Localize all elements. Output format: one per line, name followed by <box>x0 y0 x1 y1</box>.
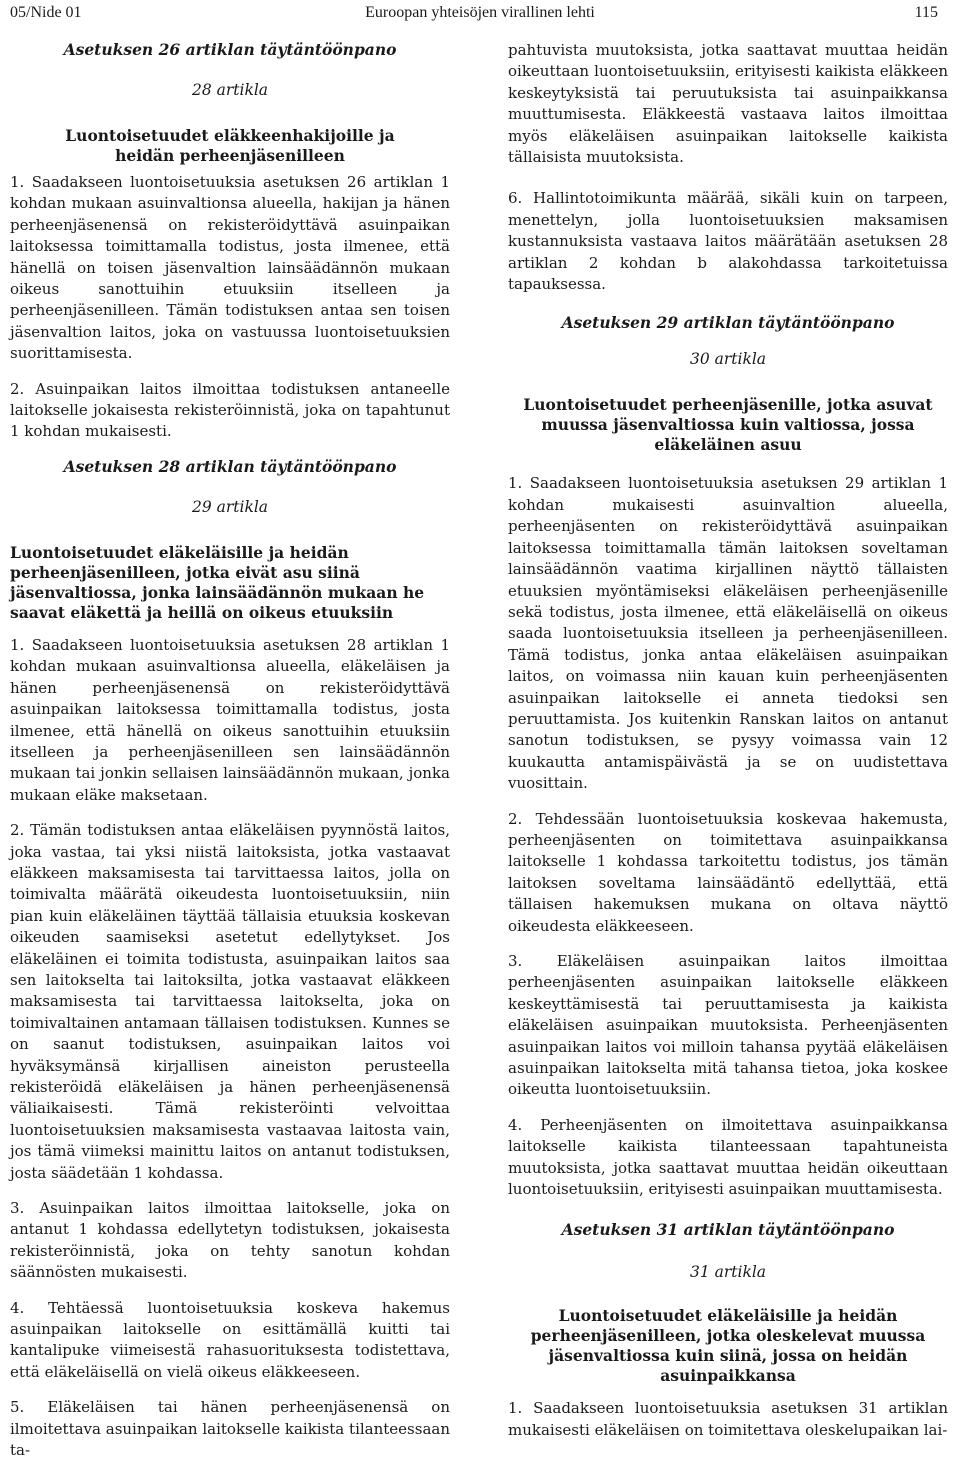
paragraph: 5. Eläkeläisen tai hänen perheenjäsenensä on ilmoitettava asuinpaikan laitokselle kaikista tilanteessaan ta- <box>10 1398 450 1460</box>
section-title: Asetuksen 26 artiklan täytäntöönpano <box>63 40 397 59</box>
paragraph: 4. Perheenjäsenten on ilmoitettava asuinpaikkansa laitokselle kaikista tilanteessaan tapahtuneista muutoksista, jotka saattavat muuttaa heidän oikeuttaan luontoisetuuksiin, erityisesti asuinpaikan muuttamisesta. <box>508 1115 948 1199</box>
article-heading: Luontoisetuudet eläkeläisille ja heidän perheenjäsenilleen, jotka eivät asu siinä jäsenvaltiossa, jonka lainsäädännön mukaan he saavat eläkettä ja heillä on oikeus etuuksiin <box>10 542 425 622</box>
article-number: 31 artikla <box>689 1263 767 1282</box>
section-title: Asetuksen 29 artiklan täytäntöönpano <box>561 313 895 333</box>
paragraph: 2. Asuinpaikan laitos ilmoittaa todistuksen antaneelle laitokselle jokaisesta rekisteröinnistä, joka on tapahtunut 1 kohdan mukaisesti. <box>10 379 450 441</box>
page-number: 115 <box>914 4 938 21</box>
paragraph: 2. Tämän todistuksen antaa eläkeläisen pyynnöstä laitos, joka vastaa, tai yksi niistä laitoksista, jotka vastaavat eläkkeen maksamisesta tai tarvittaessa laitos, jolla on toimivalta määrätä oikeudesta luontoisetuuksiin, niin pian kuin eläkeläinen täyttää tällaisia etuuksia koskevan oikeuden saamiseksi asetetut edellytykset. Jos eläkeläinen ei toimita todistusta, asuinpaikan laitos saa sen laitokselta tai laitoksilta, jotka vastaavat eläkkeen maksamisesta tai tarvittaessa laitokselta, joka on toimivaltainen antamaan tällaisen todistuksen. Kunnes se on saanut todistuksen, asuinpaikan laitos voi hyväksymänsä kirjallisen aineiston perusteella rekisteröidä eläkeläisen ja hänen perheenjäsenensä väliaikaisesti. Tämä rekisteröinti velvoittaa luontoisetuuksien maksamisesta vastaavaa laitosta vain, jos tämä viimeksi mainittu laitos on antanut todistuksen, josta säädetään 1 kohdassa. <box>10 821 450 1182</box>
right-column <box>508 40 948 1441</box>
article-number: 28 artikla <box>191 81 269 99</box>
article-heading: Luontoisetuudet eläkkeenhakijoille ja heidän perheenjäsenilleen <box>65 126 395 165</box>
article-number: 30 artikla <box>689 350 767 369</box>
paragraph: 6. Hallintotoimikunta määrää, sikäli kuin on tarpeen, menettelyn, jolla luontoisetuuksien maksamisen kustannuksista vastaava laitos määrätään asetuksen 28 artiklan 2 kohdan b alakohdassa tarkoitetuissa tapauksessa. <box>508 189 948 294</box>
section-title: Asetuksen 31 artiklan täytäntöönpano <box>561 1220 895 1240</box>
volume-number: 05/Nide 01 <box>10 4 82 21</box>
journal-title: Euroopan yhteisöjen virallinen lehti <box>365 4 595 21</box>
paragraph: 1. Saadakseen luontoisetuuksia asetuksen 26 artiklan 1 kohdan mukaan asuinvaltionsa alueella, hakijan ja hänen perheenjäsenensä on rekisteröidyttävä asuinpaikan laitoksessa toimittamalla todistus, josta ilmenee, että hänellä on toisen jäsenvaltion lainsäädännön mukaan oikeus sanottuihin etuuksiin itselleen ja perheenjäsenilleen. Tämän todistuksen antaa sen toisen jäsenvaltion laitos, joka on vastuussa luontoisetuuksien suorittamisesta. <box>10 173 450 363</box>
article-heading: Luontoisetuudet perheenjäsenille, jotka asuvat muussa jäsenvaltiossa kuin valtiossa, jossa eläkeläinen asuu <box>523 395 933 455</box>
paragraph: 1. Saadakseen luontoisetuuksia asetuksen 31 artiklan mukaisesti eläkeläisen on toimitettava oleskelupaikan lai- <box>508 1399 948 1439</box>
paragraph: 2. Tehdessään luontoisetuuksia koskevaa hakemusta, perheenjäsenten on toimitettava asuinpaikkansa laitokselle 1 kohdassa tarkoitettu todistus, jos tämän laitoksen soveltama lainsäädäntö edellyttää, että tällaisen hakemuksen mukana on oltava näyttö oikeudesta eläkkeeseen. <box>508 809 948 935</box>
paragraph: 3. Asuinpaikan laitos ilmoittaa laitokselle, joka on antanut 1 kohdassa edellytetyn todistuksen, jokaisesta rekisteröinnistä, joka on tehty sanotun kohdan säännösten mukaisesti. <box>10 1199 450 1282</box>
article-number: 29 artikla <box>191 497 269 516</box>
paragraph: 4. Tehtäessä luontoisetuuksia koskeva hakemus asuinpaikan laitokselle on esittämällä kuitti tai kantalipuke viimeisestä rahasuorituksesta todistettava, että eläkeläisellä on vielä oikeus eläkkeeseen. <box>10 1298 450 1381</box>
left-column <box>10 40 450 1462</box>
page-header <box>0 0 960 32</box>
paragraph: 3. Eläkeläisen asuinpaikan laitos ilmoittaa perheenjäsenten asuinpaikan laitokselle eläkkeen keskeyttämisestä tai peruuttamisesta ja kaikista eläkeläisen asuinpaikan muutoksista. Perheenjäsenten asuinpaikan laitos voi milloin tahansa pyytää eläkeläisen asuinpaikan laitokselta mitä tahansa tietoa, joka koskee oikeutta luontoisetuuksiin. <box>508 952 948 1099</box>
paragraph: 1. Saadakseen luontoisetuuksia asetuksen 29 artiklan 1 kohdan mukaisesti asuinvaltion alueella, perheenjäsenten on rekisteröidyttävä asuinpaikan laitoksessa toimittamalla tämän laitoksen soveltaman lainsäädännön vaatima kirjallinen näyttö tällaisten etuuksien myöntämiseksi eläkeläisen perheenjäsenille sekä todistus, josta ilmenee, että eläkeläisellä on oikeus saada luontoisetuuksia itselleen ja perheenjäsenilleen. Tämä todistus, jonka antaa eläkeläisen asuinpaikan laitos, on voimassa niin kauan kuin perheenjäsenten asuinpaikan laitokselle ei anneta tiedoksi sen peruuttamista. Jos kuitenkin Ranskan laitos on antanut sanotun todistuksen, se pysyy voimassa vain 12 kuukautta antamispäivästä ja se on uudistettava vuosittain. <box>508 474 948 793</box>
section-title: Asetuksen 28 artiklan täytäntöönpano <box>63 456 397 476</box>
article-heading: Luontoisetuudet eläkeläisille ja heidän perheenjäsenilleen, jotka oleskelevat muussa jäsenvaltiossa kuin siinä, jossa on heidän asuinpaikkansa <box>530 1306 926 1386</box>
paragraph: 1. Saadakseen luontoisetuuksia asetuksen 28 artiklan 1 kohdan mukaan asuinvaltionsa alueella, eläkeläisen ja hänen perheenjäsenensä on rekisteröidyttävä asuinpaikan laitoksessa toimittamalla todistus, josta ilmenee, että hänellä on oikeus sanottuihin etuuksiin itselleen ja perheenjäsenilleen sen lainsäädännön mukaan tai jonkin sellaisen lainsäädännön mukaan, jonka mukaan eläke maksetaan. <box>10 635 450 804</box>
paragraph: pahtuvista muutoksista, jotka saattavat muuttaa heidän oikeuttaan luontoisetuuksiin, erityisesti kaikista eläkkeen keskeytyksistä tai peruutuksista tai asuinpaikkansa muuttumisesta. Eläkkeestä vastaava laitos ilmoittaa myös eläkeläisen asuinpaikan laitokselle kaikista tällaisista muutoksista. <box>508 41 948 167</box>
